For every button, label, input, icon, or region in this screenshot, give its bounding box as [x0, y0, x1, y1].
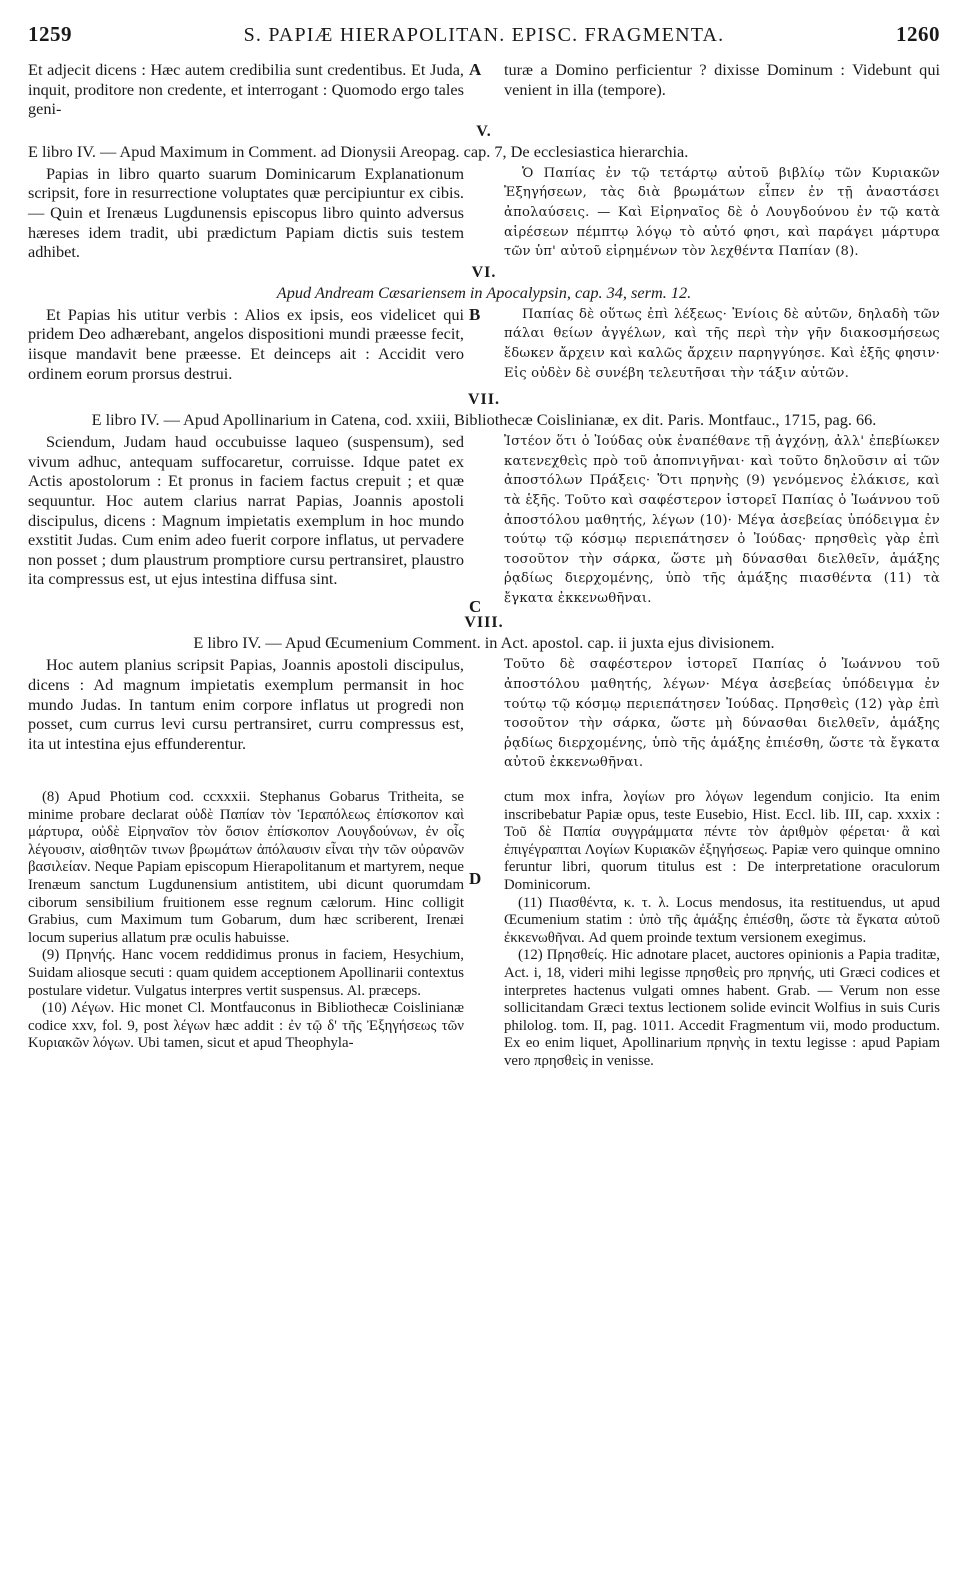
footnote-10: (10) Λέγων. Hic monet Cl. Montfauconus in Bibliothecæ Coislinianæ codice xxv, fol. 9, post λέγων hæc addit : ἐν τῷ δ' τῆς Ἐξηγήσεως τῶν Κυριακῶν λόγων. Ubi tamen, sicut et apud Theophyla-	[28, 1000, 464, 1052]
footnote-11: (11) Πιασθέντα, κ. τ. λ. Locus mendosus, ita restituendus, ut apud Œcumenium statim : ὑπὸ τῆς ἁμάξης ἐπιέσθη, ὥστε τὰ ἔγκατα αὐτοῦ ἐκκενωθῆναι. Ad quem proinde textum versionem exegimus.	[504, 894, 940, 946]
footnote-10-continued: ctum mox infra, λογίων pro λόγων legendum conjicio. Ita enim inscribebatur Papiæ opus, teste Eusebio, Hist. Eccl. lib. III, cap. xxxix : Τοῦ δὲ Παπία συγγράμματα πέντε τὸν ἀριθμὸν φέρεται· ἃ καὶ ἐπιγέγραπται Λογίων Κυριακῶν ἐξηγήσεως. Papiæ vero quinque omnino feruntur libri, quorum titulus est : De interpretatione oraculorum Dominicorum.	[504, 789, 940, 893]
section-5-greek: Ὁ Παπίας ἐν τῷ τετάρτῳ αὐτοῦ βιβλίῳ τῶν Κυριακῶν Ἐξηγήσεων, τὰς διὰ βρωμάτων εἶπεν ἐν τῇ ἀναστάσει ἀπολαύσεις. — Καὶ Εἰρηναῖος δὲ ὁ Λουγδούνου ἐν τῷ κατὰ αἱρέσεων πέμπτῳ λόγῳ τὸ αὐτό φησι, καὶ παράγει μάρτυρα τῶν ὑπ' αὐτοῦ εἰρημένων τὸν λεχθέντα Παπίαν (8).	[504, 165, 940, 260]
margin-marker-c: C	[469, 597, 482, 617]
section-7-greek: Ἰστέον ὅτι ὁ Ἰούδας οὐκ ἐναπέθανε τῇ ἀγχόνῃ, ἀλλ' ἐπεβίωκεν κατενεχθεὶς πρὸ τοῦ ἀποπνιγῆναι· καὶ τοῦτο δηλοῦσιν αἱ τῶν ἀποστόλων Πράξεις· Ὅτι πρηνὴς (9) γενόμενος ἐλάκισε, καὶ τὰ ἑξῆς. Τοῦτο καὶ σαφέστερον ἱστορεῖ Παπίας ὁ Ἰωάννου τοῦ ἀποστόλου μαθητής, λέγων (10)· Μέγα ἀσεβείας ὑπόδειγμα ἐν τούτῳ τῷ κόσμῳ περιεπάτησεν ὁ Ἰούδας· πρησθεὶς γὰρ ἐπὶ τοσοῦτον τὴν σάρκα, ὥστε μὴ δύνασθαι διελθεῖν, ἁμάξης ῥᾳδίως διερχομένης, ὑπὸ τῆς ἁμάξης πιασθέντα (11) τὰ ἔγκατα ἐκκενωθῆναι.	[504, 434, 940, 606]
section-7-body	[28, 432, 940, 617]
section-8-body	[28, 655, 940, 773]
section-6-heading: Apud Andream Cæsariensem in Apocalypsin, cap. 34, serm. 12.	[276, 282, 692, 302]
top-latin: Et adjecit dicens : Hæc autem credibilia sunt credentibus. Et Juda, inquit, proditore non credente, et interrogant : Quomodo ergo tales geni-	[28, 60, 464, 119]
page-number-left: 1259	[28, 22, 72, 46]
section-7-latin: Sciendum, Judam haud occubuisse laqueo (suspensum), sed vivum adhuc, antequam suffocaretur, corruisse. Idque patet ex Actis apostolorum : Et pronus in faciem factus crepuit ; et quæ sequuntur. Hoc autem clarius narrat Papias, Joannis apostoli discipulus, dicens : Magnum impietatis exemplum in hoc mundo exstitit Judas. Cum enim adeo fuerit corpore inflatus, ut pervadere non posset ; dum plaustrum promptiore cursu pertransiret, plaustro ita compressus est, ut ejus intestina diffusa sint.	[28, 432, 464, 589]
section-8-latin: Hoc autem planius scripsit Papias, Joannis apostoli discipulus, dicens : Ad magnum impietatis exemplum permansit in hoc mundo Judas. In tantum enim corpore inflatus ut progredi non posset, cum currus levi cursu pertransiret, curru compressus est, ita ut intestina ejus effunderentur.	[28, 655, 464, 753]
page-number-right: 1260	[895, 22, 940, 46]
page	[28, 22, 940, 1071]
running-title: S. PAPIÆ HIERAPOLITAN. EPISC. FRAGMENTA.	[243, 24, 725, 46]
margin-marker-d: D	[469, 869, 482, 889]
section-6-greek: Παπίας δὲ οὕτως ἐπὶ λέξεως· Ἐνίοις δὲ αὐτῶν, δηλαδὴ τῶν πάλαι θείων ἀγγέλων, καὶ τῆς περὶ τὴν γῆν διακοσμήσεως ἔδωκεν ἄρχειν καὶ καλῶς ἄρχειν παρηγγύησε. Καὶ ἑξῆς φησιν· Εἰς οὐδὲν δὲ συνέβη τελευτῆσαι τὴν τάξιν αὐτῶν.	[504, 306, 940, 381]
section-5-body	[28, 164, 940, 262]
section-5-number: V.	[476, 122, 492, 140]
section-6-body	[28, 305, 940, 383]
footnote-8: (8) Apud Photium cod. ccxxxii. Stephanus Gobarus Tritheita, se minime probare declarat οὐδὲ Παπίαν τὸν Ἱεραπόλεως ἐπίσκοπον καὶ μάρτυρα, οὐδὲ Εἰρηναῖον τὸν ὅσιον ἐπίσκοπον Λουγδούνων, ἐν οἷς λέγουσιν, αἰσθητῶν τινων βρωμάτων ἀπόλαυσιν εἶναι τὴν τῶν οὐρανῶν βασιλείαν. Neque Papiam episcopum Hierapolitanum et martyrem, neque Irenæum sanctum Lugdunensium antistitem, ubi dicunt quorumdam ciborum sensibilium fruitionem esse regnum cælorum. Hinc colligit Grabius, cum Maximum tum Gobarum, dum hæc scriberent, Irenæi locum superius allatum præ oculis habuisse.	[28, 789, 464, 946]
section-8-heading: E libro IV. — Apud Œcumenium Comment. in Act. apostol. cap. ii juxta ejus divisionem.	[193, 633, 775, 653]
section-8-number: VIII.	[464, 614, 504, 632]
footnotes	[28, 789, 940, 1071]
top-latin-right: turæ a Domino perficientur ? dixisse Dominum : Videbunt qui venient in illa (tempore).	[504, 60, 940, 99]
margin-marker-a: A	[469, 60, 482, 79]
section-7-heading: E libro IV. — Apud Apollinarium in Catena, cod. xxiii, Bibliothecæ Coislinianæ, ex dit. Paris. Montfauc., 1715, pag. 66.	[91, 410, 877, 430]
top-continuation	[28, 60, 940, 119]
page-header	[28, 22, 940, 52]
section-6-number: VI.	[471, 263, 497, 281]
section-8-greek: Τοῦτο δὲ σαφέστερον ἱστορεῖ Παπίας ὁ Ἰωάννου τοῦ ἀποστόλου μαθητής, λέγων· Μέγα ἀσεβείας ὑπόδειγμα ἐν τούτῳ τῷ κόσμῳ περιεπάτησεν Ἰούδας. Πρησθεὶς (12) γὰρ ἐπὶ τοσοῦτον τὴν σάρκα, ὥστε μὴ δύνασθαι διελθεῖν, ἁμάξης ῥᾳδίως διερχομένης, ὑπὸ τῆς ἁμάξης ἐπιέσθη, ὥστε τὰ ἔγκατα αὐτοῦ ἐκκενωθῆναι.	[504, 657, 940, 771]
section-7-number: VII.	[467, 391, 500, 409]
section-5-latin: Papias in libro quarto suarum Dominicarum Explanationum scripsit, fore in resurrectione voluptates quæ percipiuntur ex cibis. — Quin et Irenæus Lugdunensis episcopus libro quinto adversus hæreses idem tradit, ubi prædictum Papiam dictis suis testem adhibet.	[28, 163, 464, 262]
footnotes-left	[28, 789, 464, 1071]
footnotes-right	[504, 789, 940, 1071]
footnote-12: (12) Πρησθείς. Hic adnotare placet, auctores opinionis a Papia traditæ, Act. i, 18, videri mihi legisse πρησθεὶς pro πρηνής, uti Græci codices et interpretes hactenus vulgati omnes habent. Grab. — Verum non esse sollicitandam Græci textus lectionem solide evincit Wolfius in suis Curis philolog. tom. II, pag. 1011. Accedit Fragmentum vii, modo productum. Ex eo enim liquet, Apollinarium πρηνὴς in textu legisse : apud Papiam vero πρησθεὶς in venisse.	[504, 947, 940, 1069]
margin-marker-b: B	[469, 304, 481, 324]
footnote-9: (9) Πρηνής. Hanc vocem reddidimus pronus in faciem, Hesychium, Suidam aliosque secuti : quam quidem acceptionem Apollinarii contextus postulare videtur. Vulgatus interpres vertit suspensus. Al. præceps.	[28, 947, 464, 999]
section-6-latin: Et Papias his utitur verbis : Alios ex ipsis, eos videlicet qui pridem Deo adhærebant, angelos dispositioni mundi præesse fecit, iisque mandavit bene præesse. Et deinceps ait : Accidit vero ordinem eorum prorsus destrui.	[28, 304, 464, 383]
section-5-heading: E libro IV. — Apud Maximum in Comment. ad Dionysii Areopag. cap. 7, De ecclesiastica hierarchia.	[28, 141, 689, 161]
